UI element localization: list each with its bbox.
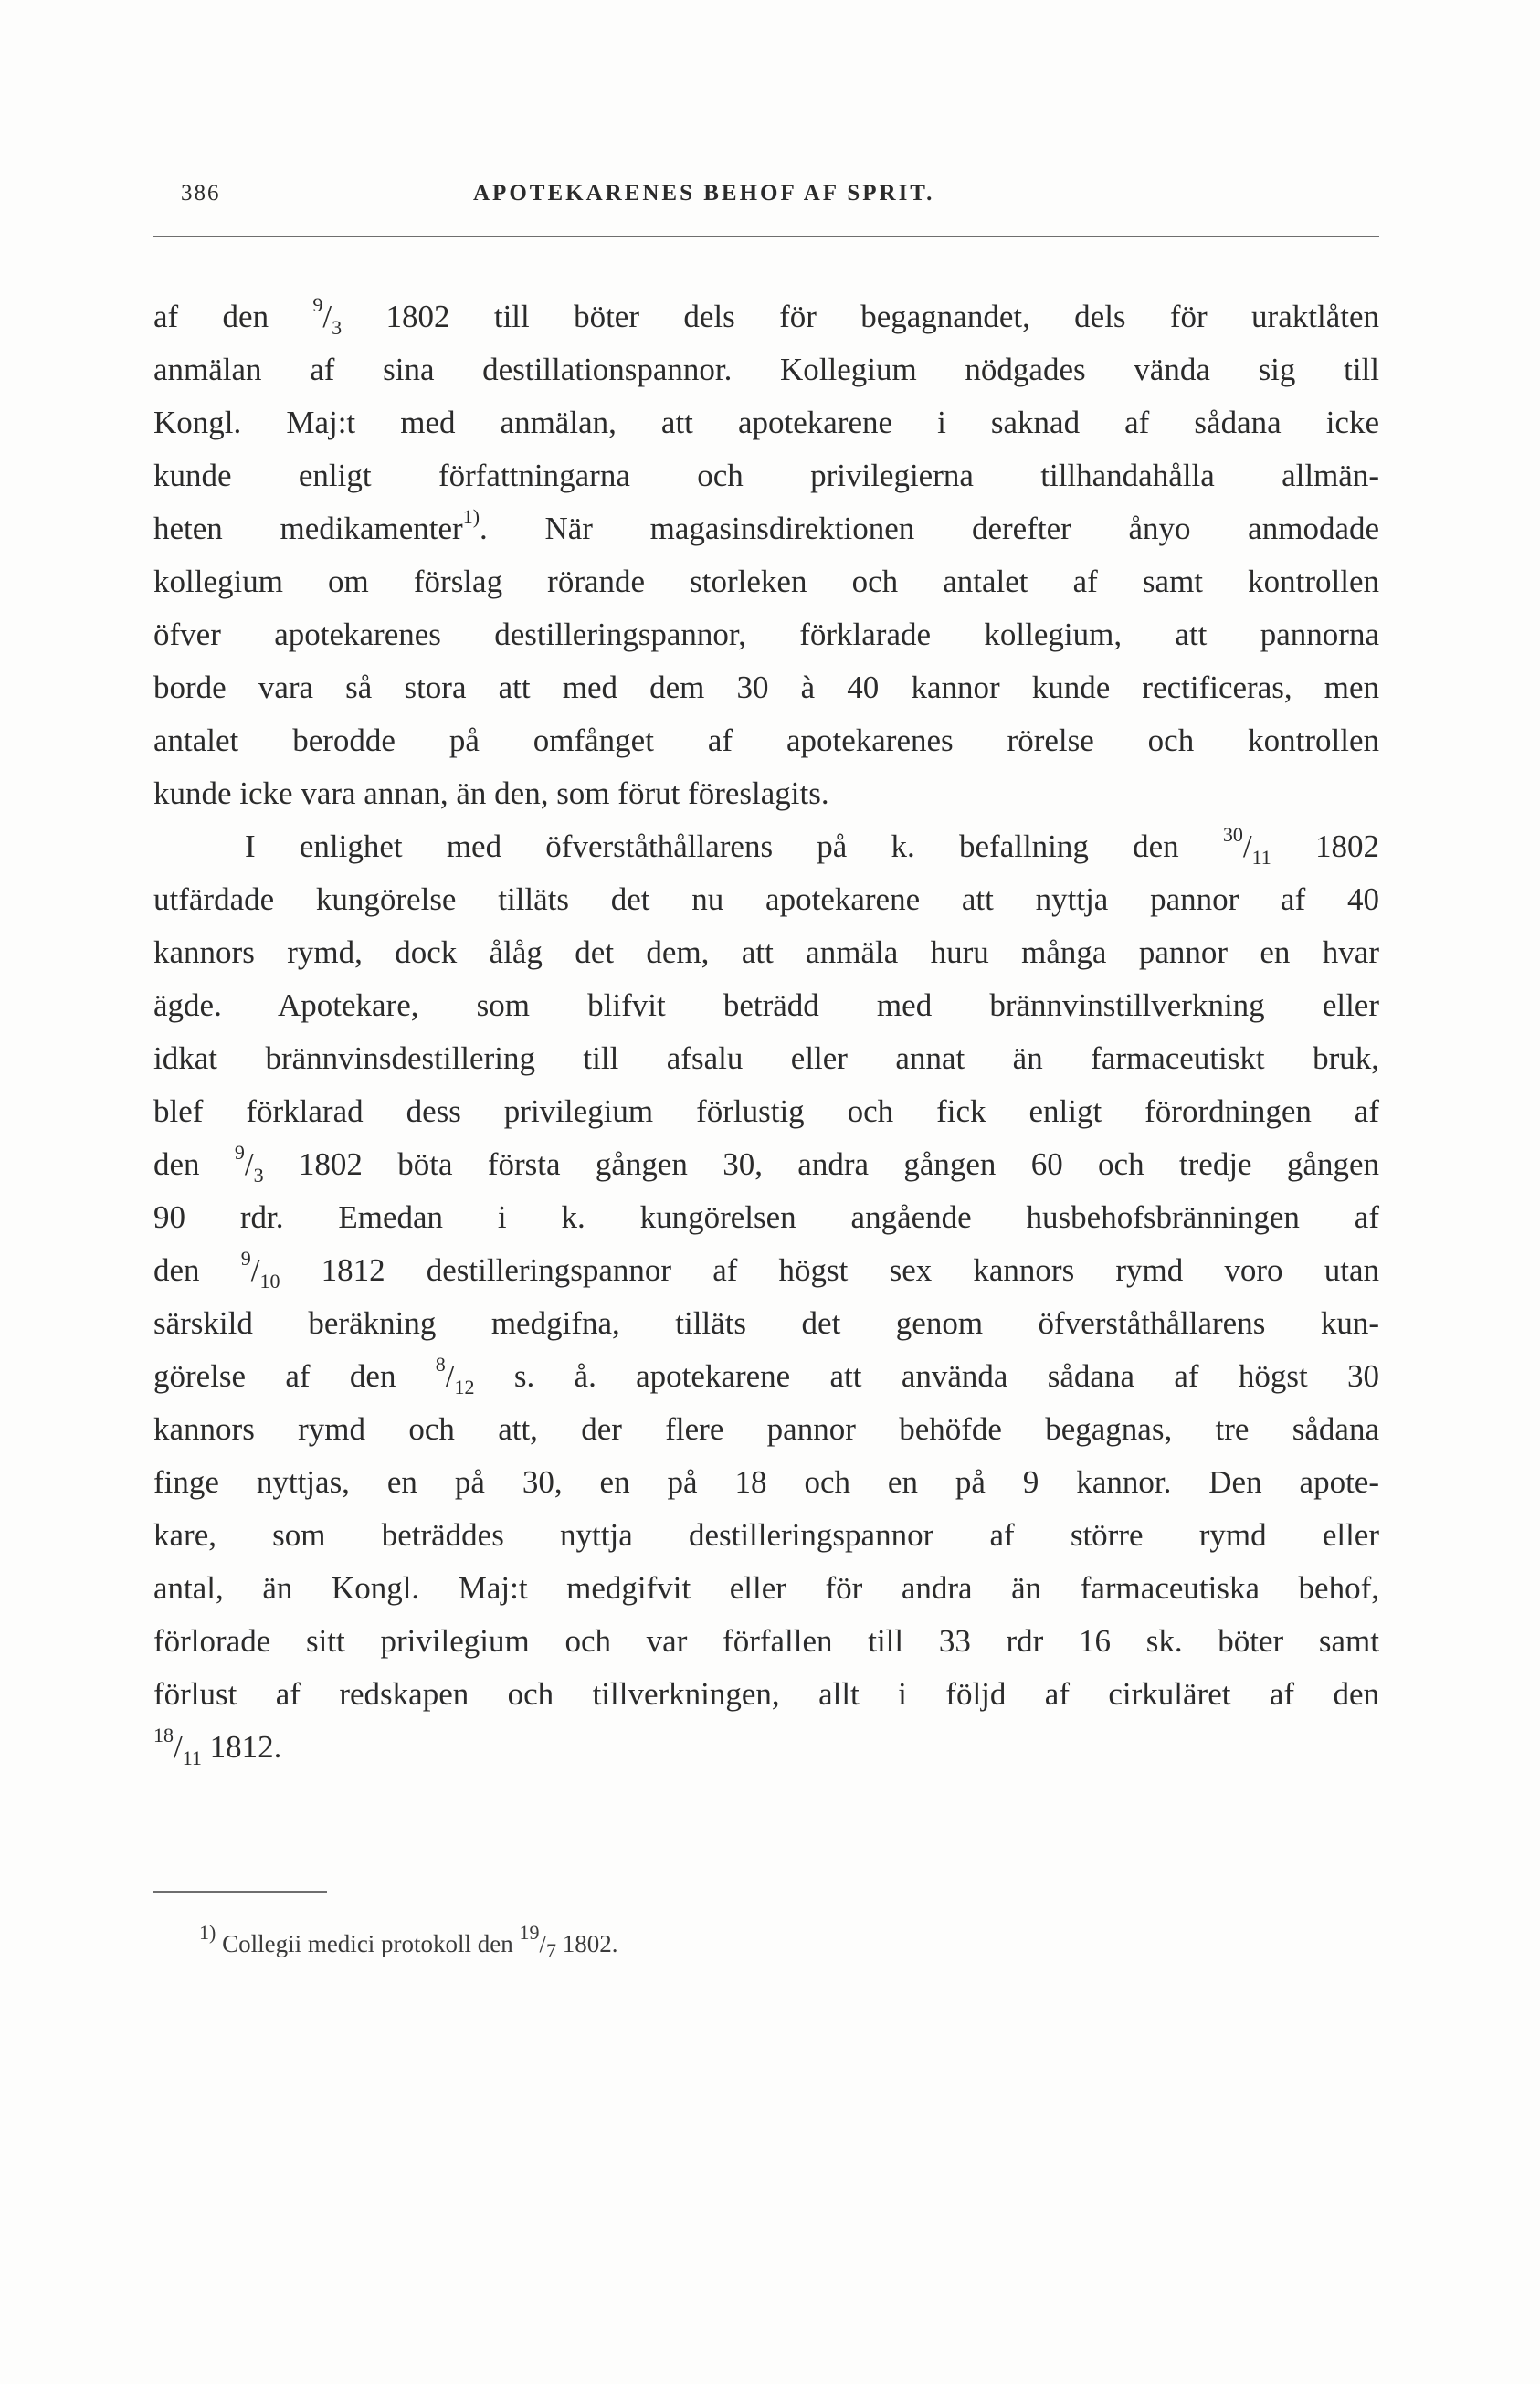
text-line xyxy=(153,449,1379,502)
fraction-numerator: 9 xyxy=(240,1247,251,1271)
text-line xyxy=(153,1244,1379,1297)
line-text: Kongl. Maj:t med anmälan, att apotekarene i saknad af sådana icke xyxy=(153,405,1379,440)
text-line xyxy=(153,396,1379,449)
date-fraction: $^{18}/_{11}$ xyxy=(153,1724,202,1769)
text-line xyxy=(153,820,1379,873)
date-fraction: $^9/_{10}$ xyxy=(240,1247,280,1292)
line-text-pre: den xyxy=(153,1252,241,1288)
text-line xyxy=(153,1509,1379,1562)
text-line xyxy=(153,979,1379,1032)
text-line xyxy=(153,555,1379,608)
footnote xyxy=(199,1921,618,1963)
line-text: öfver apotekarenes destilleringspannor, förklarade kollegium, att pannorna xyxy=(153,617,1379,652)
line-text: kunde icke vara annan, än den, som förut föreslagits. xyxy=(153,775,829,811)
line-text-post: 1812 destilleringspannor af högst sex kannors rymd voro utan xyxy=(280,1252,1379,1288)
text-line xyxy=(153,714,1379,767)
text-line xyxy=(153,608,1379,661)
text-line xyxy=(153,767,1379,820)
fraction-numerator: 18 xyxy=(153,1724,174,1747)
line-text: borde vara så stora att med dem 30 à 40 kannor kunde rectificeras, men xyxy=(153,670,1379,705)
fraction-numerator: 19 xyxy=(519,1921,540,1944)
text-line xyxy=(153,1032,1379,1085)
line-text-post: s. å. apotekarene att använda sådana af högst 30 xyxy=(474,1358,1379,1394)
fraction-denominator: 3 xyxy=(332,316,343,339)
text-line xyxy=(153,1138,1379,1191)
footnote-reference: 1) xyxy=(462,505,480,529)
text-line xyxy=(153,1721,1379,1774)
text-line xyxy=(153,661,1379,714)
header-rule xyxy=(153,236,1379,237)
line-text: kannors rymd och att, der flere pannor behöfde begagnas, tre sådana xyxy=(153,1411,1379,1447)
date-fraction: $^9/_3$ xyxy=(312,293,343,339)
line-text: kunde enligt författningarna och privilegierna tillhandahålla allmän- xyxy=(153,458,1379,493)
line-text: kollegium om förslag rörande storleken och antalet af samt kontrollen xyxy=(153,564,1379,599)
text-line xyxy=(153,873,1379,926)
text-line xyxy=(153,290,1379,343)
line-text: kare, som beträddes nyttja destilleringspannor af större rymd eller xyxy=(153,1517,1379,1553)
text-line xyxy=(153,1191,1379,1244)
line-text: 90 rdr. Emedan i k. kungörelsen angående husbehofsbränningen af xyxy=(153,1199,1379,1235)
line-text-post: 1802 xyxy=(1271,828,1379,864)
text-line xyxy=(153,1297,1379,1350)
fraction-denominator: 3 xyxy=(253,1164,264,1187)
fraction-denominator: 11 xyxy=(182,1746,202,1769)
fraction-numerator: 9 xyxy=(234,1141,245,1165)
line-text: kannors rymd, dock ålåg det dem, att anmäla huru många pannor en hvar xyxy=(153,934,1379,970)
date-fraction: $^9/_3$ xyxy=(234,1141,264,1187)
line-text-pre: görelse af den xyxy=(153,1358,436,1394)
text-line xyxy=(153,1085,1379,1138)
page-number: 386 xyxy=(181,181,221,206)
line-text: idkat brännvinsdestillering till afsalu eller annat än farmaceutiskt bruk, xyxy=(153,1040,1379,1076)
line-text-post: . När magasinsdirektionen derefter ånyo anmodade xyxy=(480,511,1380,546)
text-line xyxy=(153,1615,1379,1668)
fraction-denominator: 12 xyxy=(454,1376,475,1398)
text-line xyxy=(153,502,1379,555)
line-text: antalet berodde på omfånget af apotekarenes rörelse och kontrollen xyxy=(153,723,1379,758)
text-line xyxy=(153,1350,1379,1403)
line-text: finge nyttjas, en på 30, en på 18 och en på 9 kannor. Den apote- xyxy=(153,1464,1379,1500)
text-line xyxy=(153,926,1379,979)
footnote-rule xyxy=(153,1891,327,1893)
line-text: antal, än Kongl. Maj:t medgifvit eller för andra än farmaceutiska behof, xyxy=(153,1570,1379,1606)
footnote-text-pre: Collegii medici protokoll den xyxy=(216,1930,520,1957)
fraction-denominator: 11 xyxy=(1251,846,1271,869)
text-line xyxy=(153,1456,1379,1509)
date-fraction: $^{30}/_{11}$ xyxy=(1222,823,1271,869)
date-fraction: $^8/_{12}$ xyxy=(435,1353,475,1398)
text-line xyxy=(153,1562,1379,1615)
body-text xyxy=(153,290,1379,1774)
text-line xyxy=(153,1668,1379,1721)
fraction-denominator: 10 xyxy=(259,1270,280,1292)
line-text-post: 1802 böta första gången 30, andra gången 60 och tredje gången xyxy=(263,1146,1379,1182)
footnote-marker: 1) xyxy=(199,1921,216,1944)
line-text: anmälan af sina destillationspannor. Kollegium nödgades vända sig till xyxy=(153,352,1379,387)
line-text: ägde. Apotekare, som blifvit beträdd med brännvinstillverkning eller xyxy=(153,987,1379,1023)
fraction-numerator: 9 xyxy=(312,293,323,317)
line-text-pre: den xyxy=(153,1146,235,1182)
fraction-denominator: 7 xyxy=(546,1939,557,1963)
line-text-post: 1812. xyxy=(201,1729,282,1765)
line-text-post: 1802 till böter dels för begagnandet, dels för uraktlåten xyxy=(342,299,1379,334)
text-line xyxy=(153,343,1379,396)
line-text: särskild beräkning medgifna, tilläts det genom öfverståthållarens kun- xyxy=(153,1305,1379,1341)
fraction-numerator: 8 xyxy=(435,1353,446,1377)
text-line xyxy=(153,1403,1379,1456)
footnote-text-post: 1802. xyxy=(556,1930,618,1957)
line-text-pre: I enlighet med öfverståthållarens på k. befallning den xyxy=(245,828,1223,864)
line-text-pre: heten medikamenter xyxy=(153,511,463,546)
fraction-numerator: 30 xyxy=(1222,823,1243,847)
page-header xyxy=(181,181,1377,217)
line-text-pre: af den xyxy=(153,299,313,334)
line-text: förlorade sitt privilegium och var förfallen till 33 rdr 16 sk. böter samt xyxy=(153,1623,1379,1659)
footnote-date-fraction: $^{19}/_7$ xyxy=(519,1921,557,1963)
line-text: förlust af redskapen och tillverkningen, allt i följd af cirkuläret af den xyxy=(153,1676,1379,1712)
running-title: APOTEKARENES BEHOF AF SPRIT. xyxy=(473,181,935,206)
line-text: utfärdade kungörelse tilläts det nu apotekarene att nyttja pannor af 40 xyxy=(153,881,1379,917)
line-text: blef förklarad dess privilegium förlustig och fick enligt förordningen af xyxy=(153,1093,1379,1129)
